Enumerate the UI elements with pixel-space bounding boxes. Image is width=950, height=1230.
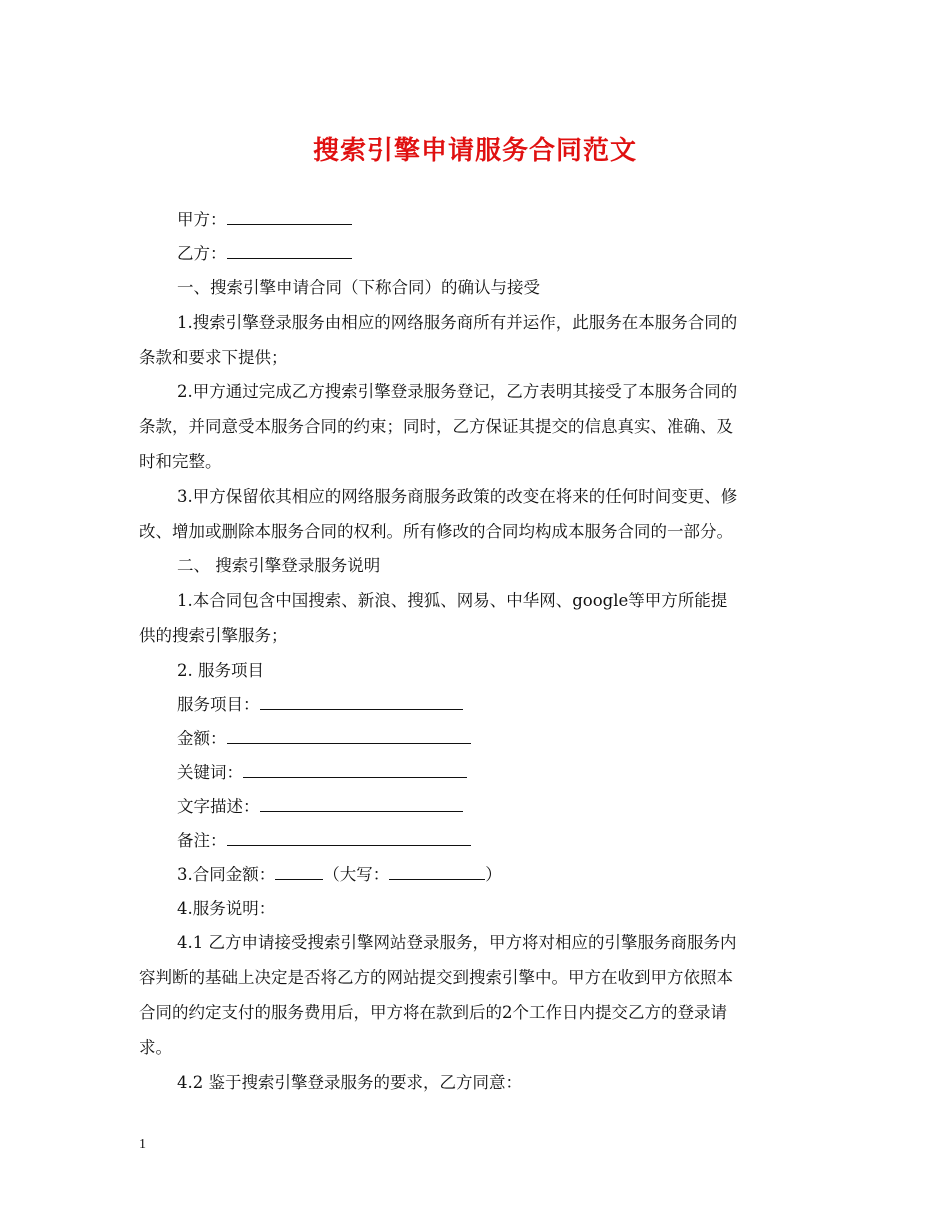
paragraph-4-1: 4.1 乙方申请接受搜索引擎网站登录服务，甲方将对相应的引擎服务商服务内 (177, 933, 737, 952)
paragraph-1-3: 3.甲方保留依其相应的网络服务商服务政策的改变在将来的任何时间变更、修 (177, 487, 738, 506)
paragraph-1-2-cont-b: 时和完整。 (139, 452, 222, 471)
contract-amount-blank (275, 863, 323, 880)
section-2-heading: 二、 搜索引擎登录服务说明 (177, 556, 381, 575)
paragraph-2-1-cont: 供的搜索引擎服务； (139, 626, 288, 645)
service-item-field (177, 693, 463, 717)
party-b-line (177, 242, 352, 266)
keywords-field (177, 761, 467, 785)
capital-open: （大写： (323, 865, 390, 884)
service-item-blank (260, 693, 463, 710)
paragraph-1-2: 2.甲方通过完成乙方搜索引擎登录服务登记，乙方表明其接受了本服务合同的 (177, 382, 738, 401)
paragraph-1-3-cont: 改、增加或删除本服务合同的权利。所有修改的合同均构成本服务合同的一部分。 (139, 522, 733, 541)
note-label: 备注： (177, 831, 227, 850)
paragraph-1-1: 1.搜索引擎登录服务由相应的网络服务商所有并运作，此服务在本服务合同的 (177, 313, 738, 332)
keywords-blank (243, 761, 467, 778)
contract-amount-label: 3.合同金额： (177, 865, 276, 884)
party-a-line (177, 208, 352, 232)
paragraph-4-1-cont-c: 求。 (139, 1038, 172, 1057)
paragraph-1-2-cont-a: 条款，并同意受本服务合同的约束；同时，乙方保证其提交的信息真实、准确、及 (139, 417, 733, 436)
page-number: 1 (139, 1137, 146, 1152)
party-a-label: 甲方： (177, 210, 227, 229)
keywords-label: 关键词： (177, 763, 243, 782)
contract-amount-line (177, 863, 502, 887)
amount-blank (227, 727, 471, 744)
section-1-heading: 一、搜索引擎申请合同（下称合同）的确认与接受 (177, 278, 540, 297)
note-blank (227, 829, 471, 846)
amount-field (177, 727, 471, 751)
description-blank (260, 795, 463, 812)
capital-close: ） (485, 865, 502, 884)
party-b-label: 乙方： (177, 244, 227, 263)
paragraph-2-1: 1.本合同包含中国搜索、新浪、搜狐、网易、中华网、google等甲方所能提 (177, 591, 728, 610)
paragraph-4-2: 4.2 鉴于搜索引擎登录服务的要求，乙方同意： (177, 1073, 522, 1092)
document-title: 搜索引擎申请服务合同范文 (312, 136, 637, 166)
paragraph-4-1-cont-b: 合同的约定支付的服务费用后，甲方将在款到后的2个工作日内提交乙方的登录请 (139, 1003, 727, 1022)
amount-label: 金额： (177, 729, 227, 748)
paragraph-1-1-cont: 条款和要求下提供； (139, 348, 288, 367)
paragraph-4-1-cont-a: 容判断的基础上决定是否将乙方的网站提交到搜索引擎中。甲方在收到甲方依照本 (139, 968, 733, 987)
party-a-blank (227, 208, 352, 225)
service-item-label: 服务项目： (177, 695, 260, 714)
capital-blank (389, 863, 485, 880)
description-field (177, 795, 463, 819)
note-field (177, 829, 471, 853)
party-b-blank (227, 242, 352, 259)
description-label: 文字描述： (177, 797, 260, 816)
section-4-heading: 4.服务说明： (177, 899, 276, 918)
paragraph-2-2: 2. 服务项目 (177, 661, 264, 680)
